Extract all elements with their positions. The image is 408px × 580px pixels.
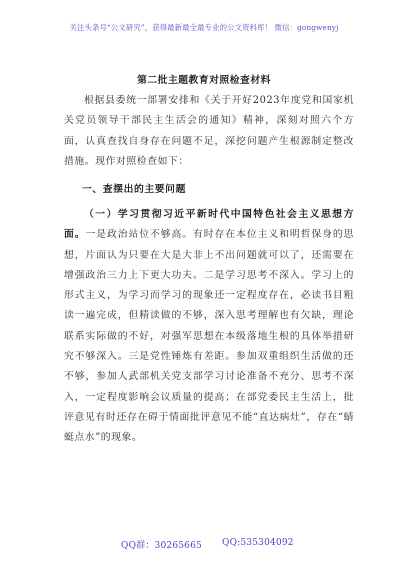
footer [0, 538, 408, 552]
qq-group-link[interactable]: QQ群：30265665 [121, 541, 202, 551]
subsection-body: 一是政治站位不够高。有时存在本位主义和明哲保身的思想，片面认为只要在大是大非上不出问题就可以了，还需要在增强政治三力上下更大功夫。二是学习思考不深入。学习上的形式主义，为学习而学习的现象还一定程度存在，必读书目粗读一遍完成，但精读做的不够，深入思考理解也有欠缺，理论联系实际做的不好，对强军思想在本级落地生根的具体举措研究不够深入。三是党性锤炼有差距。参加双重组织生活做的还不够，参加人武部机关党支部学习讨论准备不充分、思考不深入，一定程度影响会议质量的提高；在部党委民主生活上，批评意见有时还存在碍于情面批评意见不能“直达病灶”，存在“蜻蜓点水”的现象。 [64, 229, 355, 444]
qq-contact-link[interactable]: QQ:535304092 [222, 538, 294, 548]
document-title: 第二批主题教育对照检查材料 [137, 75, 271, 86]
subsection-paragraph [64, 205, 354, 449]
subsection-heading: （一）学习贯彻习近平新时代中国特色社会主义思想方面。 [64, 209, 354, 241]
intro-paragraph: 根据县委统一部署安排和《关于开好2023年度党和国家机关党员领导干部民主生活会的通知》精神，深刻对照六个方面，认真查找自身存在问题不足，深挖问题产生根源制定整改措施。现作对照检查如下： [64, 95, 354, 167]
header-promo-note: 关注头条号“公文研究”，获得最新最全最专业的公文资料库！ 微信：gongwenyj [69, 23, 339, 32]
section-heading: 一、查摆出的主要问题 [82, 184, 186, 195]
